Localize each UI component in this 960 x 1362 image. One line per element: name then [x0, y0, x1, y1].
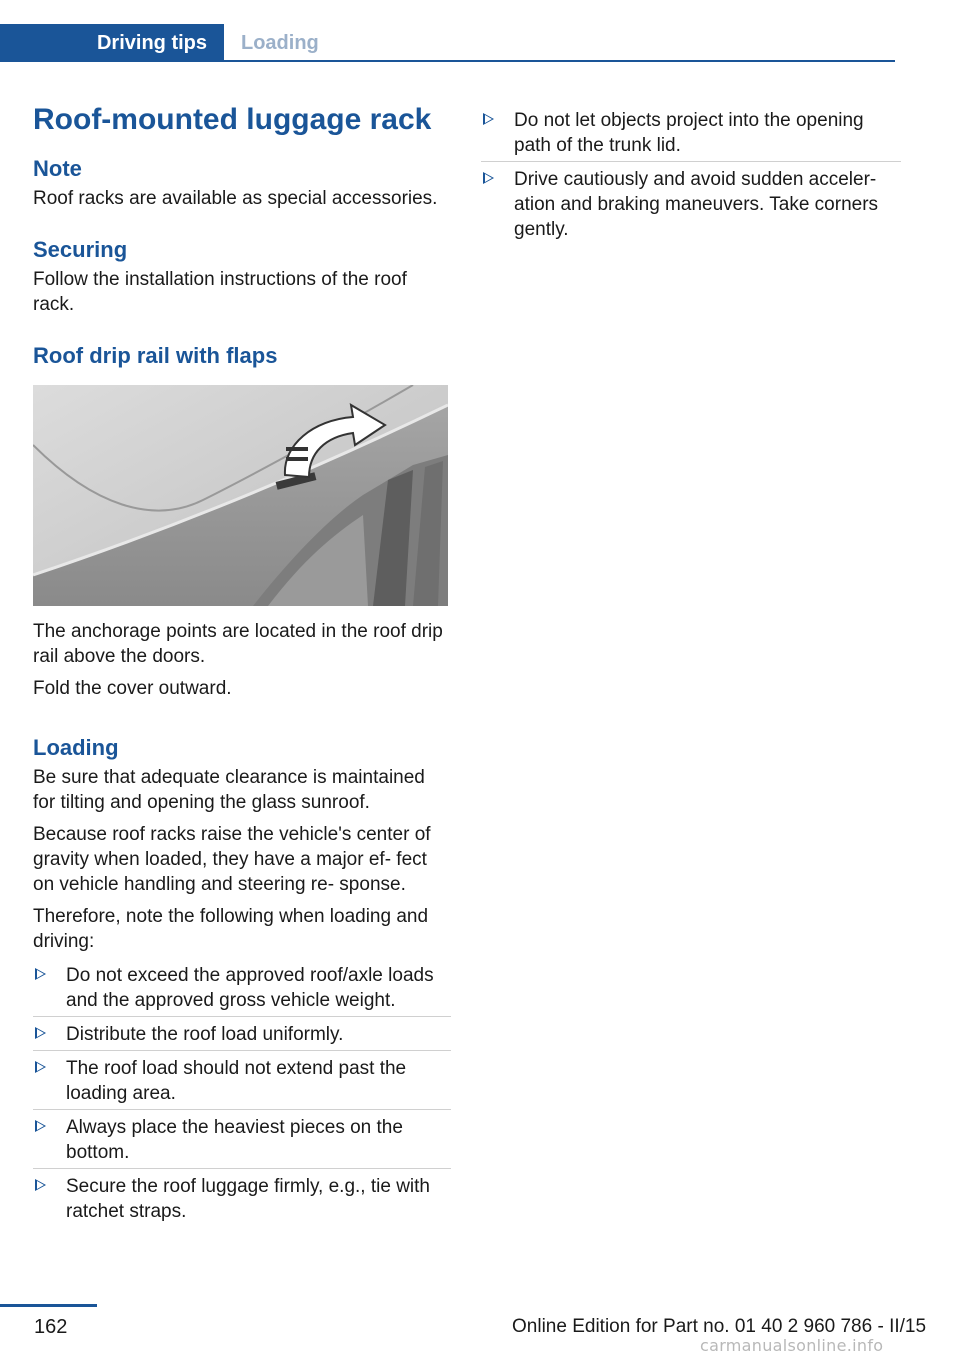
- footer-divider: [0, 1304, 97, 1307]
- section-tab-loading[interactable]: Loading: [241, 32, 319, 54]
- right-column: [481, 103, 901, 245]
- right-bullet-list: [481, 103, 901, 245]
- roof-drip-rail-image: [33, 385, 448, 606]
- list-item: Distribute the roof load uniformly.: [33, 1016, 451, 1050]
- triangle-bullet-icon: [35, 1179, 46, 1191]
- page-number: 162: [34, 1316, 68, 1338]
- section-tab-driving-tips[interactable]: Driving tips: [0, 24, 224, 62]
- drip-rail-text-1: The anchorage points are located in the roof drip rail above the doors.: [33, 621, 443, 667]
- triangle-bullet-icon: [483, 113, 494, 125]
- edition-text: Online Edition for Part no. 01 40 2 960 786 - II/15: [512, 1316, 927, 1337]
- loading-paragraph-3: Therefore, note the following when loading and driving:: [33, 906, 429, 952]
- header-divider: [224, 60, 895, 62]
- list-item: Drive cautiously and avoid sudden acceler‐ ation and braking maneuvers. Take corners gently.: [481, 161, 901, 245]
- triangle-bullet-icon: [483, 172, 494, 184]
- note-heading: Note: [33, 156, 82, 181]
- note-text: Roof racks are available as special accessories.: [33, 188, 438, 209]
- list-item: Secure the roof luggage firmly, e.g., tie with ratchet straps.: [33, 1168, 451, 1227]
- loading-paragraph-2: Because roof racks raise the vehicle's center of gravity when loaded, they have a major ef‐ fect on vehicle handling and steering re‐ sponse.: [33, 824, 431, 895]
- list-item: Always place the heaviest pieces on the bottom.: [33, 1109, 451, 1168]
- page-header: [0, 24, 895, 62]
- securing-text: Follow the installation instructions of the roof rack.: [33, 269, 407, 315]
- triangle-bullet-icon: [35, 1120, 46, 1132]
- list-item: The roof load should not extend past the loading area.: [33, 1050, 451, 1109]
- triangle-bullet-icon: [35, 1027, 46, 1039]
- watermark: carmanualsonline.info: [700, 1336, 884, 1355]
- loading-paragraph-1: Be sure that adequate clearance is maintained for tilting and opening the glass sunroof.: [33, 767, 425, 813]
- loading-bullet-list: [33, 958, 451, 1227]
- drip-rail-heading: Roof drip rail with flaps: [33, 343, 278, 368]
- page-title: Roof-mounted luggage rack: [33, 103, 432, 136]
- drip-rail-text-2: Fold the cover outward.: [33, 678, 232, 699]
- triangle-bullet-icon: [35, 968, 46, 980]
- loading-heading: Loading: [33, 735, 119, 760]
- list-item: Do not exceed the approved roof/axle loads and the approved gross vehicle weight.: [33, 958, 451, 1016]
- triangle-bullet-icon: [35, 1061, 46, 1073]
- securing-heading: Securing: [33, 237, 128, 262]
- left-column: [33, 98, 451, 1227]
- list-item: Do not let objects project into the opening path of the trunk lid.: [481, 103, 901, 161]
- roof-drip-rail-illustration: [33, 385, 448, 606]
